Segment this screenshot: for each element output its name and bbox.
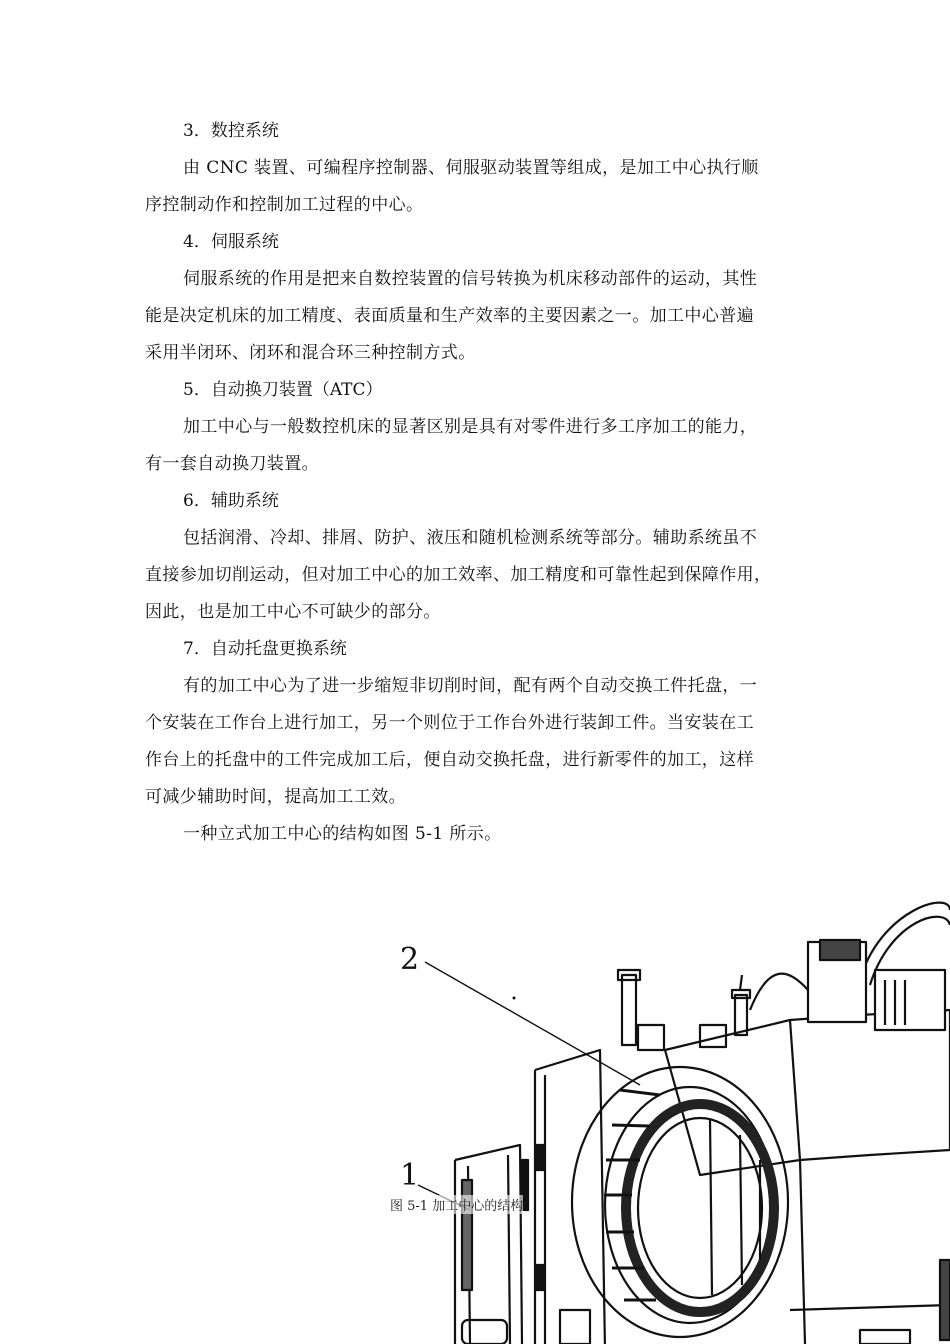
- paragraph-line: 有一套自动换刀装置。: [145, 454, 319, 474]
- paragraph-line: 由 CNC 装置、可编程序控制器、伺服驱动装置等组成，是加工中心执行顺: [183, 158, 759, 178]
- figure-caption: 图 5-1 加工中心的结构: [390, 1195, 523, 1214]
- paragraph-line: 因此，也是加工中心不可缺少的部分。: [145, 602, 441, 622]
- paragraph-line: 直接参加切削运动，但对加工中心的加工效率、加工精度和可靠性起到保障作用，: [145, 565, 772, 585]
- paragraph-line: 作台上的托盘中的工件完成加工后，便自动交换托盘，进行新零件的加工，这样: [145, 750, 754, 770]
- paragraph-line: 包括润滑、冷却、排屑、防护、液压和随机检测系统等部分。辅助系统虽不: [183, 528, 758, 548]
- machining-center-figure: [0, 890, 950, 1344]
- section-heading: 5．自动换刀装置（ATC）: [183, 380, 383, 400]
- paragraph-line: 采用半闭环、闭环和混合环三种控制方式。: [145, 343, 476, 363]
- paragraph-line: 有的加工中心为了进一步缩短非切削时间，配有两个自动交换工件托盘，一: [183, 676, 758, 696]
- paragraph-line: 伺服系统的作用是把来自数控装置的信号转换为机床移动部件的运动，其性: [183, 269, 758, 289]
- document-body: [145, 113, 807, 853]
- paragraph-line: 加工中心与一般数控机床的显著区别是具有对零件进行多工序加工的能力，: [183, 417, 758, 437]
- section-heading: 3．数控系统: [183, 121, 279, 141]
- callout-label-1: 1: [400, 1158, 420, 1193]
- figure-reference-line: 一种立式加工中心的结构如图 5-1 所示。: [183, 824, 502, 844]
- paragraph-line: 可减少辅助时间，提高加工工效。: [145, 787, 406, 807]
- machining-center-illustration: [0, 890, 950, 1344]
- section-heading: 6．辅助系统: [183, 491, 279, 511]
- paragraph-line: 个安装在工作台上进行加工，另一个则位于工作台外进行装卸工件。当安装在工: [145, 713, 754, 733]
- section-heading: 4．伺服系统: [183, 232, 279, 252]
- paragraph-line: 能是决定机床的加工精度、表面质量和生产效率的主要因素之一。加工中心普遍: [145, 306, 754, 326]
- paragraph-line: 序控制动作和控制加工过程的中心。: [145, 195, 424, 215]
- section-heading: 7．自动托盘更换系统: [183, 639, 347, 659]
- callout-label-2: 2: [400, 942, 420, 977]
